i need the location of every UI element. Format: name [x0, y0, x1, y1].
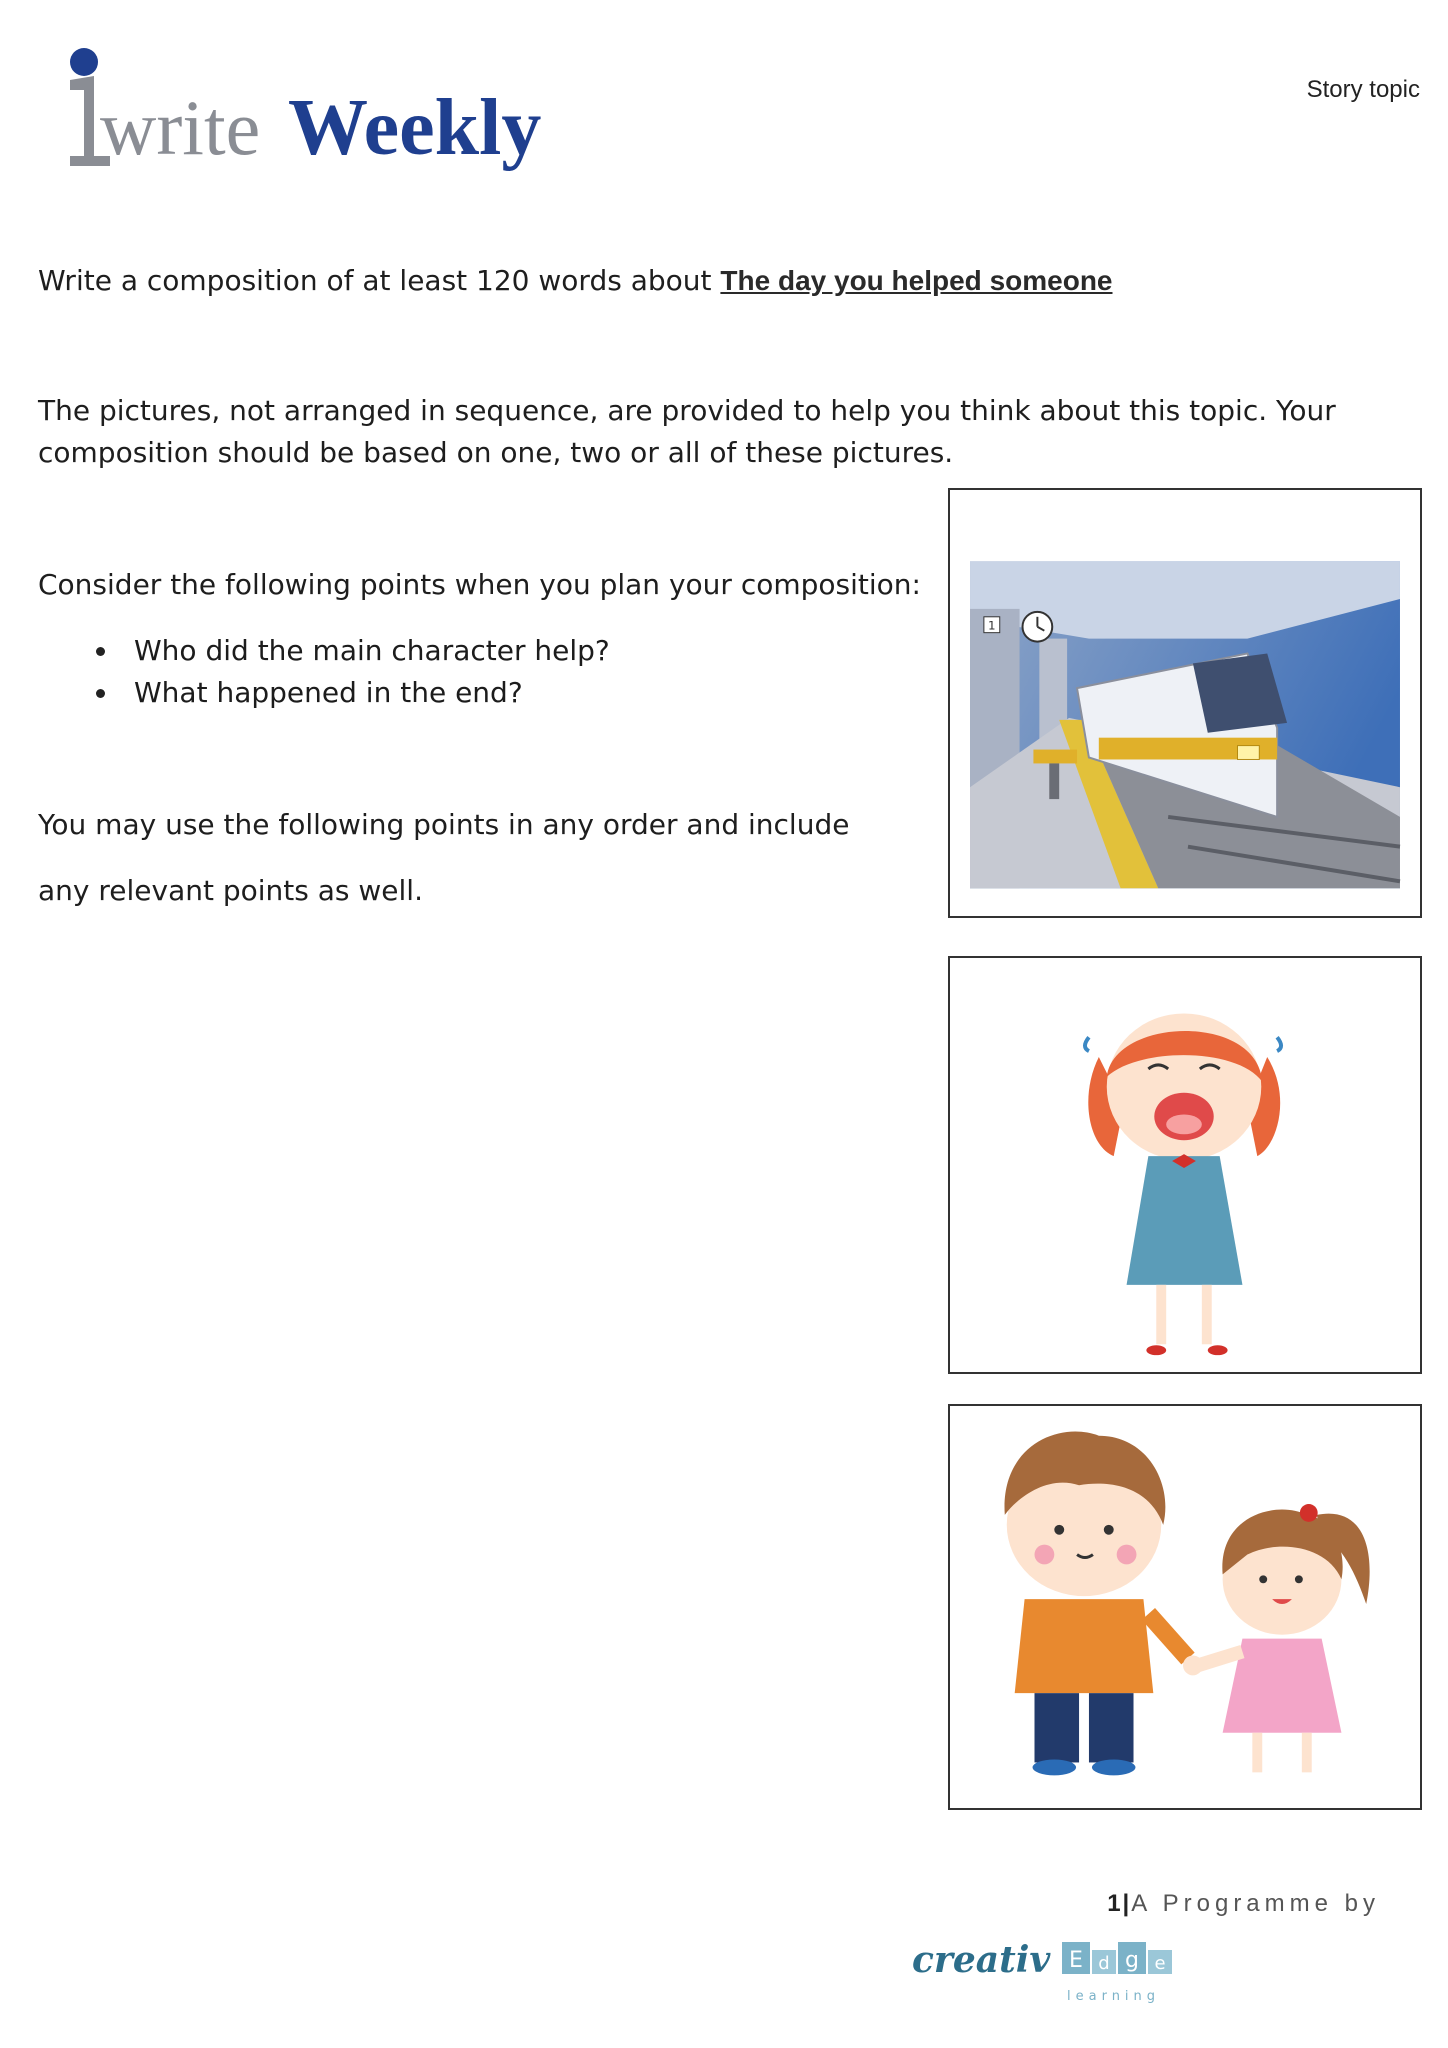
picture-boy-and-girl: [948, 1404, 1422, 1810]
pictures-note: The pictures, not arranged in sequence, are provided to help you think about this topic. Your composition should be based on one, two or all of these pictures.: [38, 394, 1336, 469]
station-sign-number: 1: [988, 618, 996, 633]
brand-letter-d: d: [1098, 1953, 1110, 1974]
points-list: [96, 630, 896, 714]
list-item: What happened in the end?: [96, 672, 896, 714]
task-instruction: [38, 260, 1338, 302]
picture-train-station: [948, 488, 1422, 918]
consider-heading: Consider the following points when you plan your composition:: [38, 568, 921, 601]
logo-dot: [70, 48, 98, 76]
task-intro: Write a composition of at least 120 words about: [38, 264, 712, 297]
picture-crying-girl: [948, 956, 1422, 1374]
brand-letter-e2: e: [1154, 1953, 1166, 1974]
document-type-label: Story topic: [1306, 76, 1420, 103]
order-note-line-2: any relevant points as well.: [38, 874, 423, 907]
programme-text: A Programme by: [1131, 1890, 1380, 1917]
brand-main-text: creativ: [912, 1939, 1051, 1981]
brand-letter-g: g: [1125, 1948, 1139, 1973]
iwriteweekly-logo: [66, 38, 626, 178]
footer-separator: |: [1122, 1890, 1132, 1917]
logo-weekly-text: Weekly: [288, 84, 542, 172]
list-item: Who did the main character help?: [96, 630, 896, 672]
topic-title: The day you helped someone: [720, 265, 1113, 296]
logo-write-text: write: [100, 84, 261, 171]
footer-programme-line: [1000, 1890, 1380, 1918]
page-number: 1: [1107, 1890, 1123, 1917]
brand-letter-e: E: [1069, 1948, 1083, 1973]
brand-sub-text: learning: [1067, 1989, 1161, 2004]
order-note-line-1: You may use the following points in any order and include: [38, 808, 850, 841]
creativedge-logo: [912, 1928, 1242, 2008]
